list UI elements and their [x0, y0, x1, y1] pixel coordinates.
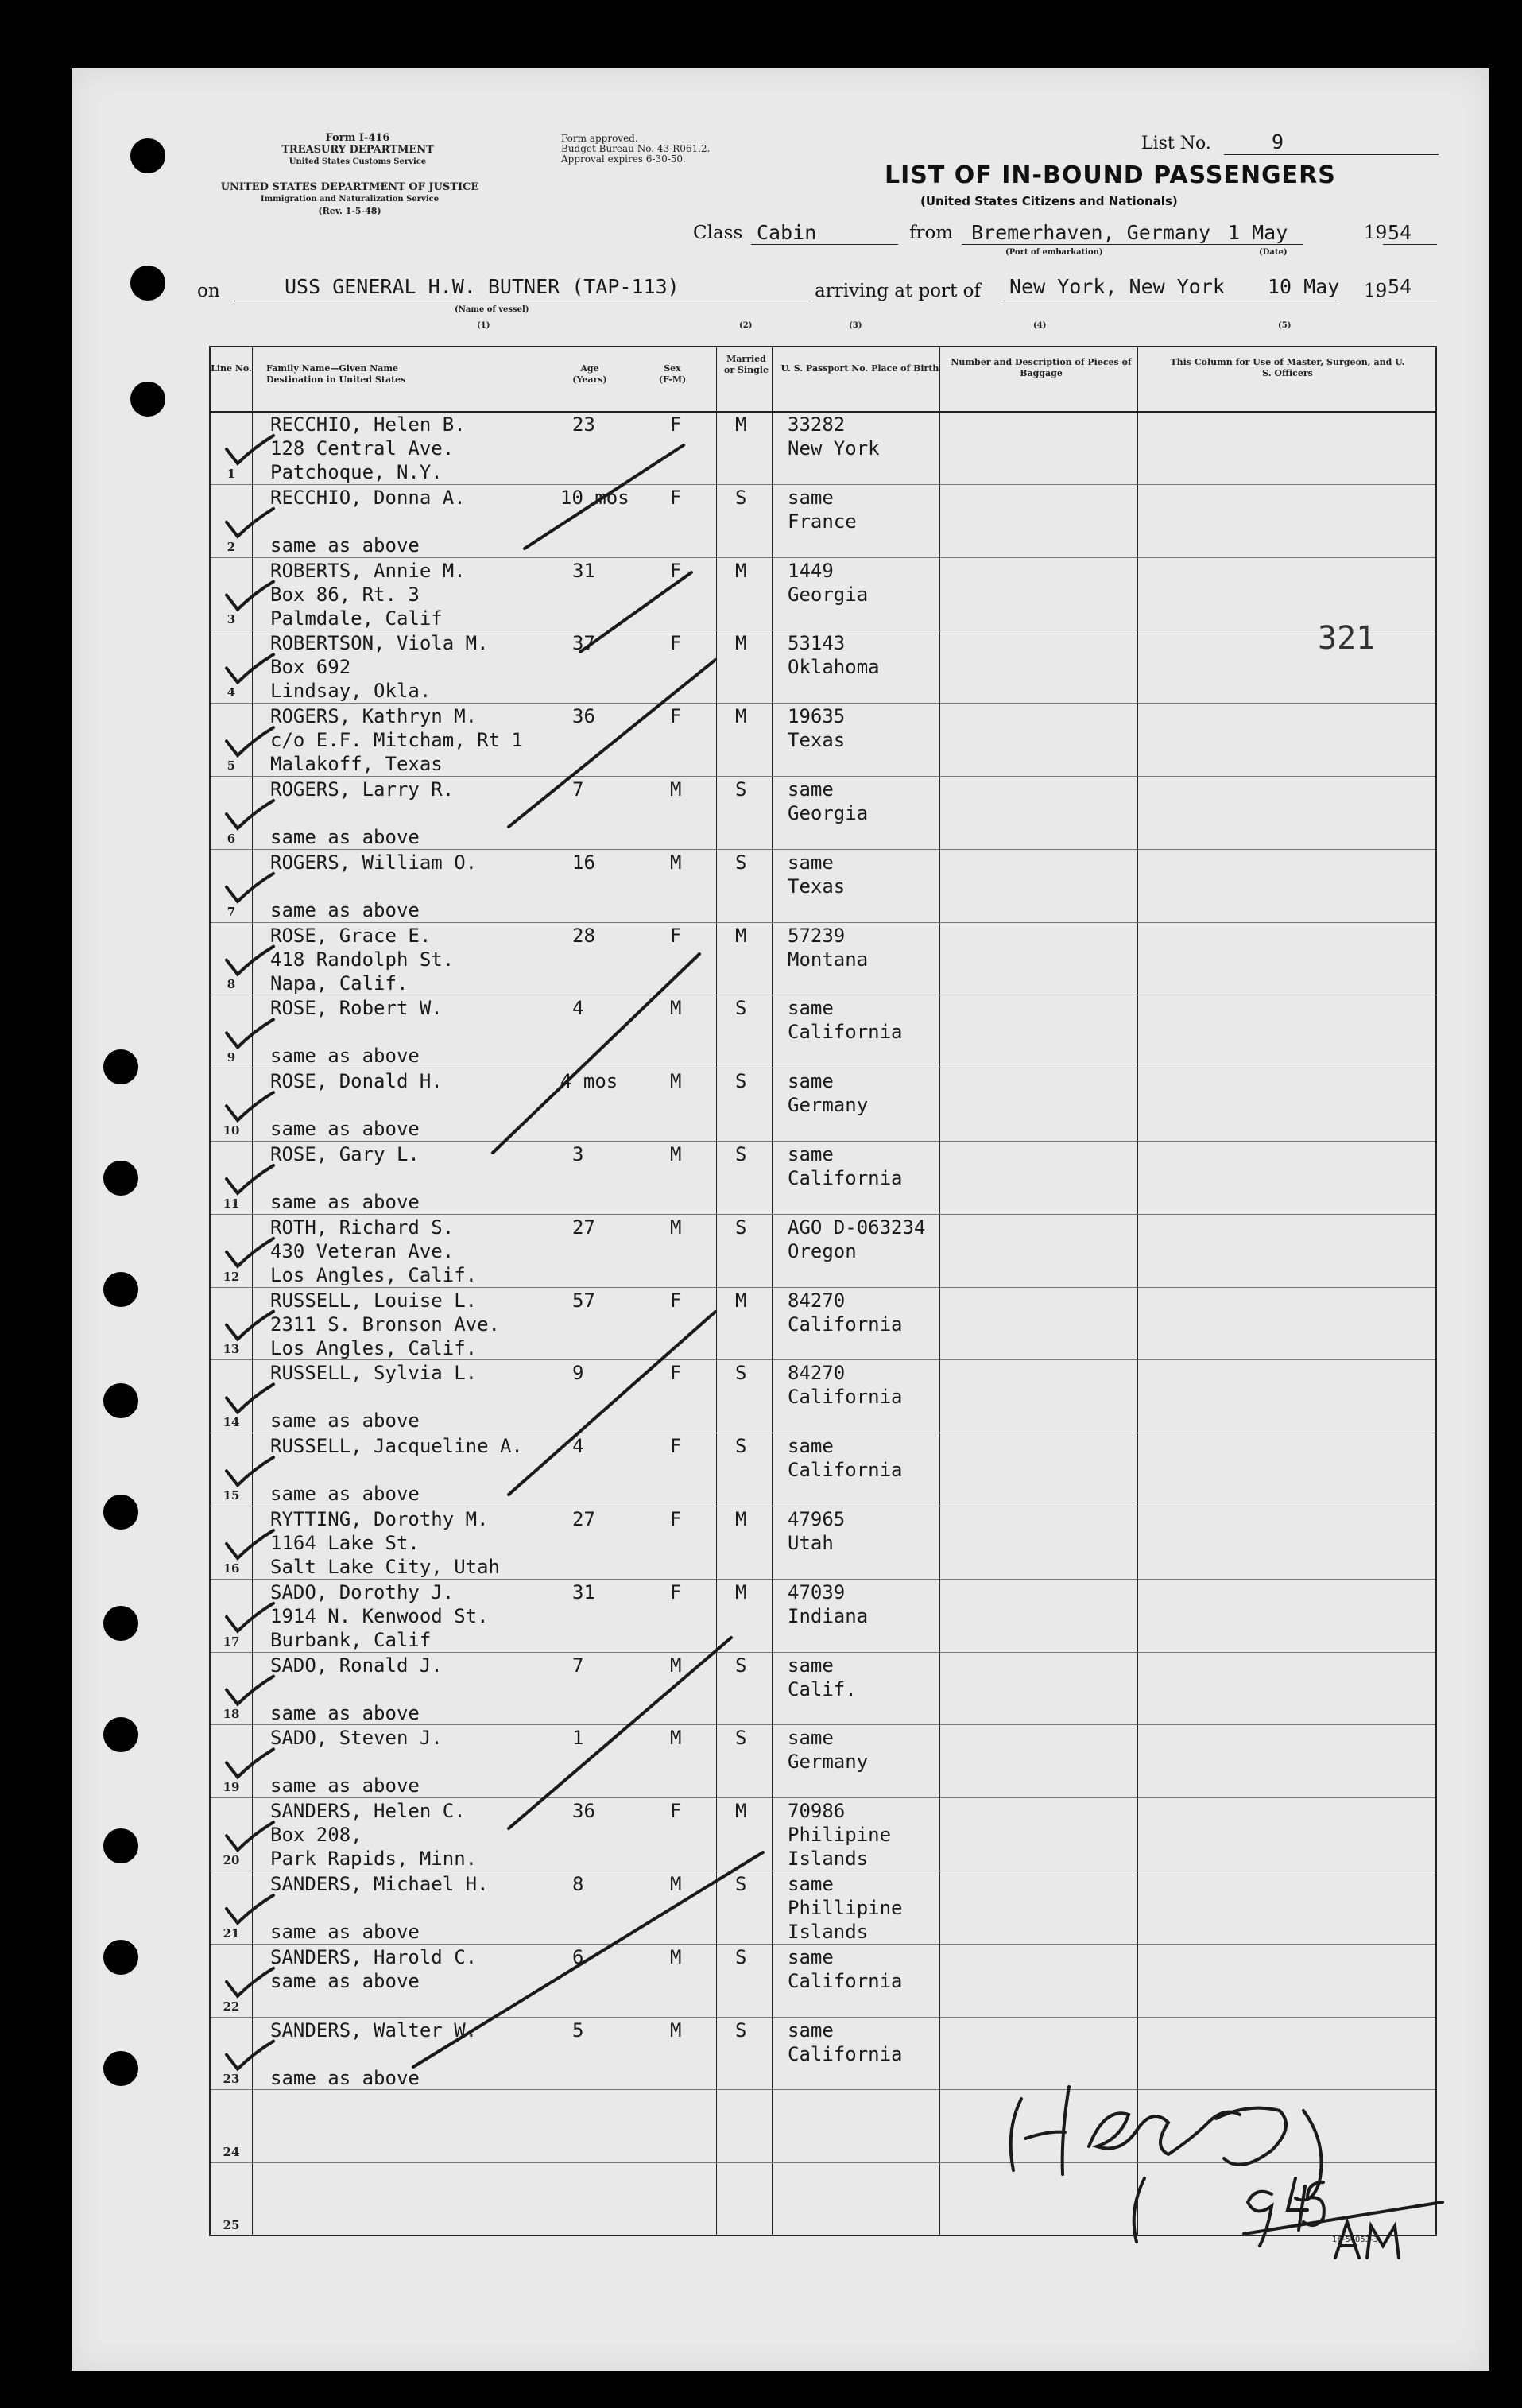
col-head-sex: Sex (F-M)	[658, 363, 687, 385]
passport-number: same	[788, 2018, 834, 2042]
age-value: 16	[572, 851, 595, 874]
passport-number: 33282	[788, 413, 846, 436]
line-number: 21	[223, 1925, 240, 1941]
arrival-date: 10 May	[1268, 275, 1340, 298]
age-value: 37	[572, 632, 595, 655]
passenger-address: 430 Veteran Ave.	[270, 1239, 455, 1262]
marital-status: S	[735, 1362, 747, 1385]
place-of-birth: New York	[788, 437, 880, 459]
sex-value: F	[670, 559, 682, 582]
marital-status: S	[735, 2018, 747, 2042]
passenger-name: SADO, Ronald J.	[270, 1654, 443, 1677]
passenger-address: 128 Central Ave.	[270, 437, 455, 459]
col-number: (2)	[739, 321, 753, 330]
stamp-number: 321	[1318, 620, 1376, 657]
marital-status: S	[735, 1654, 747, 1677]
place-of-birth: Indiana	[788, 1604, 869, 1627]
sex-value: F	[670, 1508, 682, 1530]
age-value: 23	[572, 413, 595, 436]
passenger-address: 418 Randolph St.	[270, 948, 455, 971]
age-value: 4 mos	[560, 1070, 618, 1093]
embark-date: 1 May	[1228, 221, 1288, 244]
passenger-address: Box 86, Rt. 3	[270, 583, 420, 606]
page-title: LIST OF IN-BOUND PASSENGERS	[885, 161, 1336, 189]
place-of-birth: California	[788, 1459, 903, 1482]
passenger-address: Los Angles, Calif.	[270, 1336, 478, 1359]
passenger-name: SADO, Dorothy J.	[270, 1580, 455, 1603]
arrival-port: New York, New York	[1009, 275, 1225, 298]
col-number: (4)	[1033, 321, 1047, 330]
marital-status: M	[735, 924, 747, 947]
line-number: 15	[223, 1487, 240, 1503]
line-number: 20	[223, 1852, 240, 1867]
sex-value: F	[670, 1580, 682, 1603]
line-number: 1	[227, 466, 236, 481]
list-no-label: List No.	[1141, 134, 1211, 153]
sex-value: F	[670, 1289, 682, 1312]
col-head-name: Family Name—Given Name Destination in United States	[266, 363, 406, 385]
passenger-address: same as above	[270, 1191, 420, 1213]
marital-status: S	[735, 997, 747, 1020]
sex-value: F	[670, 1435, 682, 1458]
line-number: 14	[223, 1415, 240, 1430]
line-number: 11	[223, 1196, 240, 1211]
col-head-married: Married or Single	[724, 354, 769, 375]
col-head-line-no: Line No.	[211, 363, 252, 374]
sex-value: F	[670, 1362, 682, 1385]
marital-status: M	[735, 1289, 747, 1312]
passenger-address: c/o E.F. Mitcham, Rt 1	[270, 729, 523, 752]
passport-number: same	[788, 1945, 834, 1968]
age-value: 27	[572, 1216, 595, 1239]
sex-value: F	[670, 1800, 682, 1823]
doj-block: UNITED STATES DEPARTMENT OF JUSTICE Immigration and Naturalization Service (Rev. 1-5-48)	[220, 181, 479, 216]
passport-number: 1449	[788, 559, 834, 582]
line-number: 10	[223, 1123, 240, 1138]
passenger-name: SANDERS, Harold C.	[270, 1945, 478, 1968]
place-of-birth: Montana	[788, 948, 869, 971]
passenger-name: ROGERS, Kathryn M.	[270, 705, 478, 728]
line-number: 5	[227, 758, 236, 773]
age-value: 10 mos	[560, 486, 629, 509]
line-number: 18	[223, 1707, 240, 1722]
passenger-name: RUSSELL, Louise L.	[270, 1289, 478, 1312]
age-value: 8	[572, 1873, 584, 1895]
passport-number: same	[788, 851, 834, 874]
passenger-name: RECCHIO, Helen B.	[270, 413, 466, 436]
sex-value: M	[670, 1727, 682, 1750]
sex-value: M	[670, 1873, 682, 1895]
passenger-address: same as above	[270, 2066, 420, 2089]
passenger-address: same as above	[270, 1921, 420, 1943]
passport-number: same	[788, 1070, 834, 1093]
passenger-address: 1164 Lake St.	[270, 1532, 420, 1554]
passport-number: same	[788, 1727, 834, 1750]
place-of-birth: Georgia	[788, 583, 869, 606]
passenger-name: RUSSELL, Jacqueline A.	[270, 1435, 523, 1458]
place-of-birth: Texas	[788, 729, 846, 752]
passenger-address: same as above	[270, 1045, 420, 1068]
on-label: on	[197, 281, 220, 301]
sex-value: F	[670, 486, 682, 509]
line-number: 25	[223, 2217, 240, 2232]
form-block: Form I-416 TREASURY DEPARTMENT United States Customs Service	[281, 132, 434, 166]
passport-number: 84270	[788, 1289, 846, 1312]
sex-value: F	[670, 413, 682, 436]
marital-status: S	[735, 778, 747, 801]
passenger-address: Box 208,	[270, 1824, 362, 1847]
class-label: Class	[693, 223, 743, 243]
date-caption: (Date)	[1259, 248, 1288, 257]
sex-value: F	[670, 924, 682, 947]
passenger-address: 1914 N. Kenwood St.	[270, 1604, 489, 1627]
age-value: 7	[572, 778, 584, 801]
embark-year: 54	[1388, 221, 1412, 244]
line-number: 9	[227, 1050, 236, 1065]
line-number: 24	[223, 2145, 240, 2160]
marital-status: S	[735, 1435, 747, 1458]
place-of-birth: California	[788, 1313, 903, 1336]
passenger-name: ROSE, Gary L.	[270, 1143, 420, 1165]
line-number: 22	[223, 1999, 240, 2014]
col-head-age: Age (Years)	[572, 363, 607, 385]
passenger-address: 2311 S. Bronson Ave.	[270, 1313, 500, 1336]
arrival-year-prefix: 19	[1364, 281, 1388, 301]
marital-status: M	[735, 1800, 747, 1823]
form-code: 16-54053-3	[1332, 2235, 1379, 2244]
signature-drawing	[1011, 2087, 1322, 2242]
list-no-value: 9	[1272, 130, 1284, 153]
passport-number: 47965	[788, 1508, 846, 1530]
age-value: 36	[572, 705, 595, 728]
sex-value: M	[670, 1654, 682, 1677]
marital-status: S	[735, 1727, 747, 1750]
passenger-name: SADO, Steven J.	[270, 1727, 443, 1750]
passport-number: 84270	[788, 1362, 846, 1385]
passenger-name: SANDERS, Michael H.	[270, 1873, 489, 1895]
marital-status: M	[735, 705, 747, 728]
embark-port: Bremerhaven, Germany	[971, 221, 1211, 244]
passenger-address: Patchoque, N.Y.	[270, 461, 443, 483]
passenger-name: RECCHIO, Donna A.	[270, 486, 466, 509]
passenger-name: SANDERS, Helen C.	[270, 1800, 466, 1823]
class-value: Cabin	[757, 221, 817, 244]
passenger-address: Box 692	[270, 656, 351, 679]
marital-status: S	[735, 1216, 747, 1239]
place-of-birth: Oregon	[788, 1239, 857, 1262]
passenger-address: Salt Lake City, Utah	[270, 1556, 500, 1578]
place-of-birth: Islands	[788, 1921, 869, 1943]
place-of-birth: Phillipine	[788, 1897, 903, 1919]
passenger-name: ROSE, Robert W.	[270, 997, 443, 1020]
age-value: 1	[572, 1727, 584, 1750]
port-caption: (Port of embarkation)	[1005, 248, 1103, 257]
age-value: 7	[572, 1654, 584, 1677]
line-number: 13	[223, 1342, 240, 1357]
age-value: 3	[572, 1143, 584, 1165]
sex-value: F	[670, 632, 682, 655]
line-number: 2	[227, 539, 236, 554]
passenger-name: ROGERS, Larry R.	[270, 778, 455, 801]
place-of-birth: Philipine	[788, 1824, 892, 1847]
age-value: 57	[572, 1289, 595, 1312]
passenger-address: same as above	[270, 826, 420, 848]
time-note-drawing	[1244, 2178, 1443, 2258]
place-of-birth: California	[788, 1969, 903, 1992]
marital-status: M	[735, 632, 747, 655]
place-of-birth: Germany	[788, 1751, 869, 1774]
embark-year-prefix: 19	[1364, 223, 1388, 243]
place-of-birth: California	[788, 1386, 903, 1409]
place-of-birth: California	[788, 2042, 903, 2065]
passenger-name: ROSE, Grace E.	[270, 924, 432, 947]
col-number: (3)	[849, 321, 862, 330]
age-value: 6	[572, 1945, 584, 1968]
arriving-label: arriving at port of	[815, 281, 981, 301]
passport-number: AGO D-063234	[788, 1216, 926, 1239]
place-of-birth: Texas	[788, 874, 846, 898]
passenger-address: Burbank, Calif	[270, 1628, 432, 1651]
age-value: 27	[572, 1508, 595, 1530]
line-number: 3	[227, 612, 236, 627]
passenger-address: Los Angles, Calif.	[270, 1263, 478, 1286]
age-value: 5	[572, 2018, 584, 2042]
passport-number: 57239	[788, 924, 846, 947]
passenger-address: Park Rapids, Minn.	[270, 1848, 478, 1871]
marital-status: S	[735, 1873, 747, 1895]
marital-status: M	[735, 559, 747, 582]
sex-value: M	[670, 778, 682, 801]
sex-value: M	[670, 1070, 682, 1093]
passenger-address: Napa, Calif.	[270, 971, 409, 995]
passport-number: 19635	[788, 705, 846, 728]
passenger-name: ROGERS, William O.	[270, 851, 478, 874]
passenger-name: ROBERTSON, Viola M.	[270, 632, 489, 655]
col-number: (1)	[477, 321, 490, 330]
line-number: 16	[223, 1561, 240, 1576]
passport-number: 47039	[788, 1580, 846, 1603]
line-number: 7	[227, 904, 236, 919]
page-subtitle: (United States Citizens and Nationals)	[920, 194, 1178, 208]
place-of-birth: Utah	[788, 1532, 834, 1554]
place-of-birth: Georgia	[788, 802, 869, 824]
passenger-name: ROBERTS, Annie M.	[270, 559, 466, 582]
passenger-address: same as above	[270, 1410, 420, 1433]
place-of-birth: California	[788, 1021, 903, 1044]
passenger-name: RYTTING, Dorothy M.	[270, 1508, 489, 1530]
passenger-address: Palmdale, Calif	[270, 607, 443, 630]
line-number: 8	[227, 977, 236, 992]
age-value: 4	[572, 1435, 584, 1458]
sex-value: M	[670, 1143, 682, 1165]
arrival-year: 54	[1388, 275, 1412, 298]
sex-value: F	[670, 705, 682, 728]
passenger-name: SANDERS, Walter W.	[270, 2018, 478, 2042]
marital-status: S	[735, 1945, 747, 1968]
line-number: 12	[223, 1269, 240, 1284]
passenger-address: same as above	[270, 1774, 420, 1797]
passport-number: same	[788, 1143, 834, 1165]
place-of-birth: California	[788, 1167, 903, 1189]
passport-number: same	[788, 778, 834, 801]
place-of-birth: Germany	[788, 1094, 869, 1117]
age-value: 9	[572, 1362, 584, 1385]
sex-value: M	[670, 1945, 682, 1968]
line-number: 4	[227, 685, 236, 700]
line-number: 17	[223, 1634, 240, 1649]
passenger-address: same as above	[270, 533, 420, 556]
marital-status: S	[735, 486, 747, 509]
from-label: from	[909, 223, 954, 243]
sex-value: M	[670, 2018, 682, 2042]
passenger-address: same as above	[270, 1701, 420, 1724]
passenger-address: same as above	[270, 1969, 420, 1992]
passenger-name: RUSSELL, Sylvia L.	[270, 1362, 478, 1385]
passenger-address: Lindsay, Okla.	[270, 680, 432, 703]
passport-number: 70986	[788, 1800, 846, 1823]
sex-value: M	[670, 851, 682, 874]
approval-block: Form approved. Budget Bureau No. 43-R061.2. Approval expires 6-30-50.	[561, 133, 711, 165]
place-of-birth: Calif.	[788, 1677, 857, 1700]
place-of-birth: Islands	[788, 1848, 869, 1871]
col-head-passport: U. S. Passport No. Place of Birth	[780, 363, 939, 374]
marital-status: S	[735, 851, 747, 874]
marital-status: M	[735, 413, 747, 436]
age-value: 4	[572, 997, 584, 1020]
place-of-birth: France	[788, 510, 857, 533]
col-head-baggage: Number and Description of Pieces of Baggage	[951, 357, 1132, 378]
line-number: 19	[223, 1780, 240, 1795]
col-number: (5)	[1278, 321, 1292, 330]
marital-status: M	[735, 1508, 747, 1530]
age-value: 36	[572, 1800, 595, 1823]
line-number: 23	[223, 2072, 240, 2087]
line-number: 6	[227, 831, 236, 846]
passport-number: 53143	[788, 632, 846, 655]
passport-number: same	[788, 1873, 834, 1895]
passenger-address: same as above	[270, 898, 420, 921]
passport-number: same	[788, 997, 834, 1020]
passport-number: same	[788, 1435, 834, 1458]
age-value: 31	[572, 559, 595, 582]
passenger-name: ROTH, Richard S.	[270, 1216, 455, 1239]
passenger-name: ROSE, Donald H.	[270, 1070, 443, 1093]
marital-status: M	[735, 1580, 747, 1603]
marital-status: S	[735, 1143, 747, 1165]
sex-value: M	[670, 997, 682, 1020]
passenger-address: same as above	[270, 1118, 420, 1141]
sex-value: M	[670, 1216, 682, 1239]
age-value: 28	[572, 924, 595, 947]
col-head-officers: This Column for Use of Master, Surgeon, and U. S. Officers	[1170, 357, 1405, 378]
place-of-birth: Oklahoma	[788, 656, 880, 679]
passport-number: same	[788, 1654, 834, 1677]
vessel-name: USS GENERAL H.W. BUTNER (TAP-113)	[285, 275, 680, 298]
passport-number: same	[788, 486, 834, 509]
age-value: 31	[572, 1580, 595, 1603]
marital-status: S	[735, 1070, 747, 1093]
vessel-caption: (Name of vessel)	[455, 305, 529, 314]
passenger-address: same as above	[270, 1483, 420, 1506]
passenger-address: Malakoff, Texas	[270, 753, 443, 776]
